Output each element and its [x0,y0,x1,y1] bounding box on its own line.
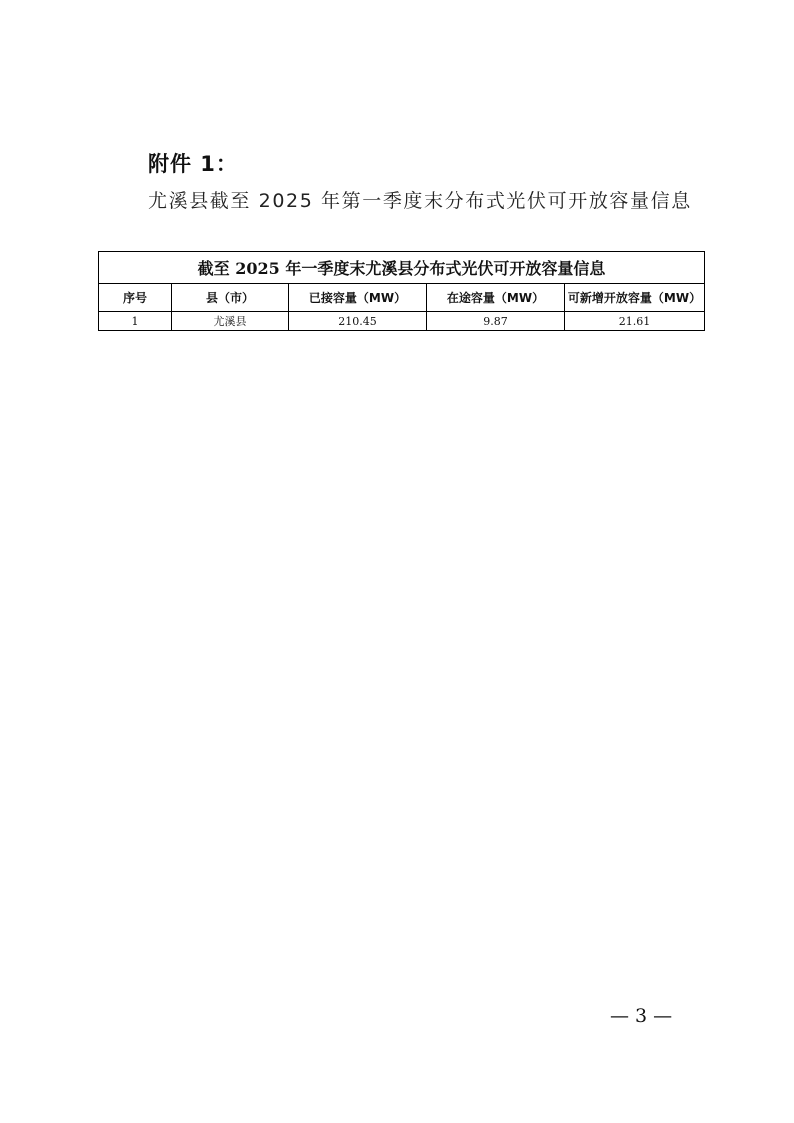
header-in-transit-capacity: 在途容量（MW） [427,284,565,312]
document-heading: 尤溪县截至 2025 年第一季度末分布式光伏可开放容量信息 [148,190,692,212]
header-available-capacity: 可新增开放容量（MW） [565,284,705,312]
cell-index: 1 [99,312,172,331]
cell-in-transit-capacity: 9.87 [427,312,565,331]
table-title-row [99,252,705,284]
attachment-label: 附件 1： [148,152,238,176]
cell-county: 尤溪县 [172,312,289,331]
table-title: 截至 2025 年一季度末尤溪县分布式光伏可开放容量信息 [99,252,705,284]
page-number: — 3 — [610,1005,673,1027]
header-index: 序号 [99,284,172,312]
table-row [99,312,705,331]
cell-connected-capacity: 210.45 [289,312,427,331]
header-county: 县（市） [172,284,289,312]
table-header-row [99,284,705,312]
cell-available-capacity: 21.61 [565,312,705,331]
capacity-table [98,251,705,331]
header-connected-capacity: 已接容量（MW） [289,284,427,312]
